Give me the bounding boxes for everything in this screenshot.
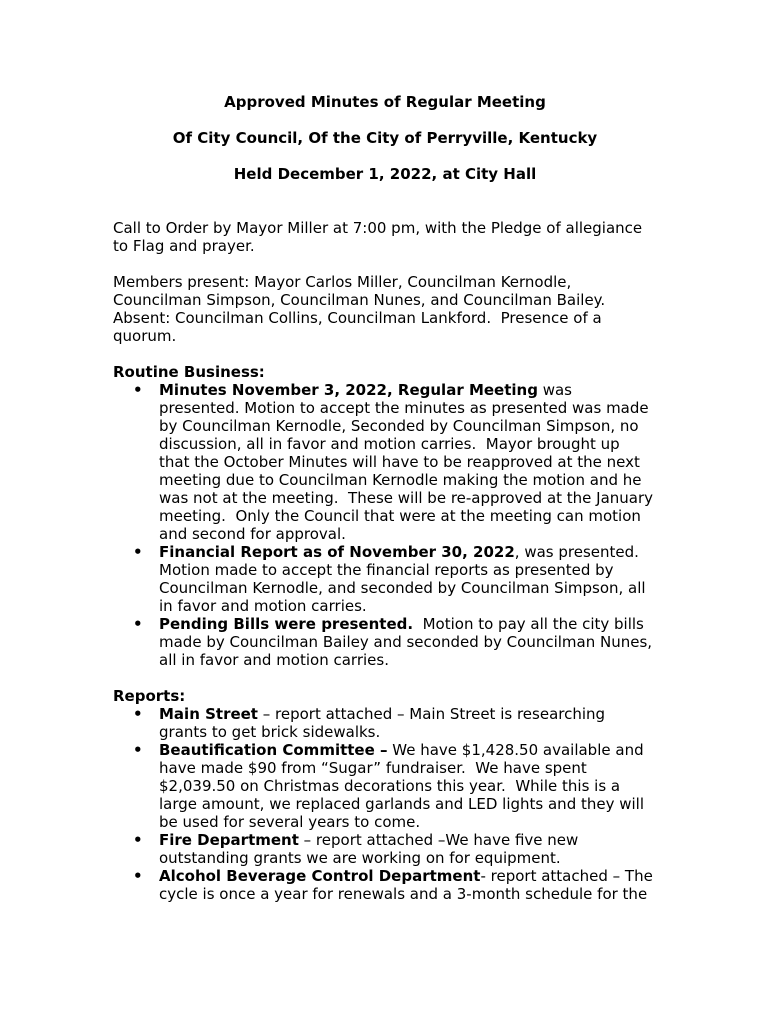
bullet-marker: • [133, 543, 143, 561]
item-label: Pending Bills were presented. [159, 615, 414, 633]
paragraph-line: to Flag and prayer. [113, 237, 255, 255]
bullet-item [113, 741, 657, 831]
item-first-line [159, 543, 657, 561]
title-line-1: Approved Minutes of Regular Meeting [224, 93, 546, 111]
bullet-marker: • [133, 615, 143, 633]
item-first-line [159, 741, 657, 759]
paragraph-line: Councilman Simpson, Councilman Nunes, and Councilman Bailey. [113, 291, 606, 309]
item-first-line [159, 705, 657, 723]
item-text: Motion to pay all the city bills [413, 615, 644, 633]
paragraph-line: Call to Order by Mayor Miller at 7:00 pm, with the Pledge of allegiance [113, 219, 643, 237]
bullet-item [113, 381, 657, 543]
item-text-line: was not at the meeting. These will be re-approved at the January [159, 489, 654, 507]
item-text-line: meeting. Only the Council that were at the meeting can motion [159, 507, 641, 525]
document-title [113, 93, 657, 183]
item-first-line [159, 615, 657, 633]
bullet-item [113, 543, 657, 615]
item-text-line: by Councilman Kernodle, Seconded by Councilman Simpson, no [159, 417, 639, 435]
item-label: Beautification Committee – [159, 741, 388, 759]
item-label: Financial Report as of November 30, 2022 [159, 543, 515, 561]
item-label: Main Street [159, 705, 258, 723]
item-text-line: that the October Minutes will have to be reapproved at the next [159, 453, 640, 471]
section-heading: Reports: [113, 687, 186, 705]
item-label: Alcohol Beverage Control Department [159, 867, 481, 885]
item-text: - report attached – The [480, 867, 653, 885]
item-text-line: discussion, all in favor and motion carries. Mayor brought up [159, 435, 620, 453]
bullet-item [113, 615, 657, 669]
item-first-line [159, 831, 657, 849]
bullet-item [113, 867, 657, 903]
paragraph-line: Members present: Mayor Carlos Miller, Councilman Kernodle, [113, 273, 572, 291]
item-text: We have $1,428.50 available and [387, 741, 644, 759]
bullet-marker: • [133, 741, 143, 759]
paragraph-line: Absent: Councilman Collins, Councilman Lankford. Presence of a [113, 309, 602, 327]
item-text-line: Motion made to accept the financial reports as presented by [159, 561, 614, 579]
item-text-line: all in favor and motion carries. [159, 651, 389, 669]
item-text-line: grants to get brick sidewalks. [159, 723, 381, 741]
bullet-marker: • [133, 867, 143, 885]
section-heading: Routine Business: [113, 363, 265, 381]
item-first-line [159, 381, 657, 399]
item-label: Minutes November 3, 2022, Regular Meeting [159, 381, 538, 399]
item-text-line: Councilman Kernodle, and seconded by Councilman Simpson, all [159, 579, 646, 597]
routine-business-section [113, 363, 657, 669]
item-text-line: cycle is once a year for renewals and a 3-month schedule for the [159, 885, 648, 903]
bullet-list [113, 381, 657, 669]
bullet-item [113, 705, 657, 741]
item-text-line: $2,039.50 on Christmas decorations this year. While this is a [159, 777, 621, 795]
title-line-3: Held December 1, 2022, at City Hall [233, 165, 537, 183]
item-text-line: large amount, we replaced garlands and LED lights and they will [159, 795, 645, 813]
item-first-line [159, 867, 657, 885]
item-text-line: be used for several years to come. [159, 813, 421, 831]
bullet-item [113, 831, 657, 867]
bullet-list [113, 705, 657, 903]
paragraph-line: quorum. [113, 327, 177, 345]
item-text-line: made by Councilman Bailey and seconded by Councilman Nunes, [159, 633, 653, 651]
bullet-marker: • [133, 381, 143, 399]
document-page [113, 93, 657, 921]
attendance-paragraph [113, 273, 657, 345]
item-text: – report attached –We have five new [298, 831, 579, 849]
item-text-line: and second for approval. [159, 525, 346, 543]
title-line-2: Of City Council, Of the City of Perryville, Kentucky [172, 129, 598, 147]
bullet-marker: • [133, 831, 143, 849]
item-text-line: in favor and motion carries. [159, 597, 367, 615]
item-text-line: outstanding grants we are working on for equipment. [159, 849, 561, 867]
reports-section [113, 687, 657, 903]
item-text: , was presented. [514, 543, 639, 561]
bullet-marker: • [133, 705, 143, 723]
item-text-line: have made $90 from “Sugar” fundraiser. We have spent [159, 759, 587, 777]
item-text: – report attached – Main Street is researching [257, 705, 606, 723]
call-to-order-paragraph [113, 219, 657, 255]
item-text-line: meeting due to Councilman Kernodle making the motion and he [159, 471, 642, 489]
item-text-line: presented. Motion to accept the minutes as presented was made [159, 399, 649, 417]
item-label: Fire Department [159, 831, 299, 849]
item-text: was [537, 381, 572, 399]
